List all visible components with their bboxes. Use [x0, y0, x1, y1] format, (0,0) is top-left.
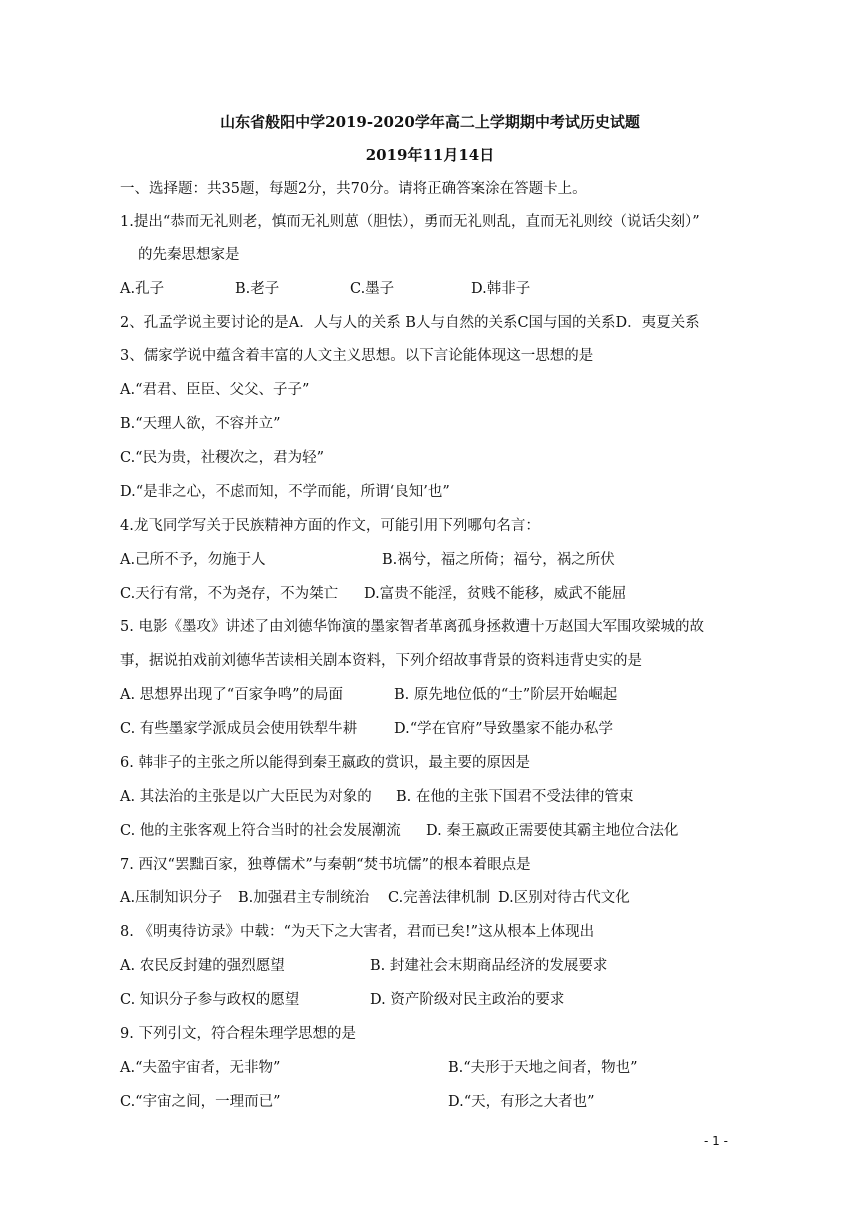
option-c: C.“宇宙之间，一理而已” [120, 1094, 281, 1110]
question-3-option-c: C.“民为贵，社稷次之，君为轻” [120, 450, 325, 466]
option-c: C.天行有常，不为尧存，不为桀亡 [120, 586, 339, 602]
option-c: C. 他的主张客观上符合当时的社会发展潮流 [120, 823, 401, 839]
option-d: D.区别对待古代文化 [498, 890, 630, 906]
question-5-stem-cont: 事，据说拍戏前刘德华苦读相关剧本资料，下列介绍故事背景的资料违背史实的是 [120, 653, 642, 669]
option-d: D. 秦王嬴政正需要使其霸主地位合法化 [426, 823, 679, 839]
question-9-stem: 9. 下列引文，符合程朱理学思想的是 [120, 1026, 356, 1042]
question-1-stem: 1.提出“恭而无礼则老，慎而无礼则葸（胆怯），勇而无礼则乱，直而无礼则绞（说话尖刻）” [120, 214, 700, 230]
question-6-stem: 6. 韩非子的主张之所以能得到秦王嬴政的赏识，最主要的原因是 [120, 755, 530, 771]
option-a: A.己所不予，勿施于人 [120, 552, 266, 568]
option-c: C. 有些墨家学派成员会使用铁犁牛耕 [120, 721, 358, 737]
option-b: B. 在他的主张下国君不受法律的管束 [396, 789, 634, 805]
option-d: D.“天，有形之大者也” [448, 1094, 595, 1110]
option-d: D.“学在官府”导致墨家不能办私学 [394, 721, 614, 737]
option-a: A. 思想界出现了“百家争鸣”的局面 [120, 687, 344, 703]
option-a: A. 其法治的主张是以广大臣民为对象的 [120, 789, 372, 805]
question-4-options-row2 [120, 584, 626, 604]
page-number: - 1 - [704, 1134, 728, 1148]
option-b: B.老子 [235, 281, 280, 297]
option-d: D.韩非子 [471, 281, 531, 297]
question-8-stem: 8. 《明夷待访录》中载：“为天下之大害者，君而已矣!”这从根本上体现出 [120, 924, 595, 940]
option-a: A. 农民反封建的强烈愿望 [120, 958, 285, 974]
option-a: A.“夫盈宇宙者，无非物” [120, 1060, 281, 1076]
question-3-option-a: A.“君君、臣臣、父父、子子” [120, 382, 310, 398]
question-4-stem: 4.龙飞同学写关于民族精神方面的作文，可能引用下列哪句名言： [120, 518, 540, 534]
question-8-options-row1 [120, 956, 607, 976]
question-1-options [120, 279, 530, 299]
option-b: B.加强君主专制统治 [238, 890, 370, 906]
question-6-options-row1 [120, 787, 633, 807]
option-d: D.富贵不能淫，贫贱不能移，威武不能屈 [364, 586, 627, 602]
option-b: B. 封建社会末期商品经济的发展要求 [370, 958, 608, 974]
option-d: D. 资产阶级对民主政治的要求 [370, 992, 565, 1008]
option-c: C.完善法律机制 [388, 890, 491, 906]
option-a: A.压制知识分子 [120, 890, 223, 906]
option-b: B. 原先地位低的“士”阶层开始崛起 [394, 687, 618, 703]
question-3-option-b: B.“天理人欲，不容并立” [120, 416, 281, 432]
question-7-options [120, 888, 630, 908]
question-8-options-row2 [120, 990, 564, 1010]
question-2-stem: 2、孔孟学说主要讨论的是A．人与人的关系 B人与自然的关系C国与国的关系D．夷夏关系 [120, 315, 700, 331]
section-heading: 一、选择题：共35题，每题2分，共70分。请将正确答案涂在答题卡上。 [120, 181, 587, 197]
option-b: B.“夫形于天地之间者，物也” [448, 1060, 638, 1076]
exam-date: 2019年11月14日 [365, 146, 495, 164]
document-title: 山东省般阳中学2019-2020学年高二上学期期中考试历史试题 [220, 113, 640, 131]
question-1-stem-cont: 的先秦思想家是 [138, 247, 240, 263]
question-6-options-row2 [120, 821, 678, 841]
option-a: A.孔子 [120, 281, 165, 297]
question-7-stem: 7. 西汉“罢黜百家，独尊儒术”与秦朝“焚书坑儒”的根本着眼点是 [120, 857, 531, 873]
question-5-options-row1 [120, 685, 617, 705]
question-9-options-row1 [120, 1058, 638, 1078]
question-4-options-row1 [120, 550, 615, 570]
option-c: C. 知识分子参与政权的愿望 [120, 992, 300, 1008]
question-9-options-row2 [120, 1092, 595, 1112]
question-5-stem: 5. 电影《墨攻》讲述了由刘德华饰演的墨家智者革离孤身拯救遭十万赵国大军围攻梁城的故 [120, 619, 704, 635]
question-5-options-row2 [120, 719, 613, 739]
option-c: C.墨子 [350, 281, 395, 297]
question-3-stem: 3、儒家学说中蕴含着丰富的人文主义思想。以下言论能体现这一思想的是 [120, 348, 594, 364]
option-b: B.祸兮，福之所倚；福兮，祸之所伏 [382, 552, 615, 568]
question-3-option-d: D.“是非之心，不虑而知，不学而能，所谓‘良知’也” [120, 484, 450, 500]
